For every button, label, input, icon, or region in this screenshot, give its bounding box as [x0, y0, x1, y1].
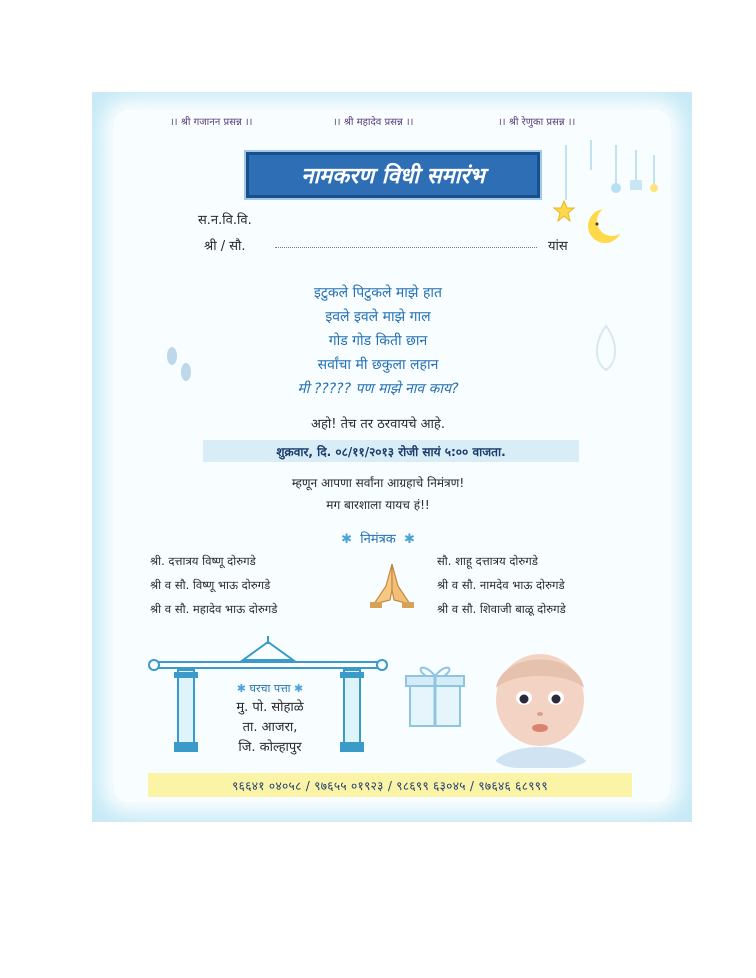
- poem-line: इटुकले पिटुकले माझे हात: [313, 285, 443, 301]
- address-line: जि. कोल्हापुर: [238, 740, 302, 755]
- greeting-text: स.न.वि.वि.: [198, 213, 252, 228]
- phone-band: [148, 773, 632, 797]
- baby-photo: [478, 644, 604, 768]
- poem-line: मी ????? पण माझे नाव काय?: [297, 381, 459, 397]
- invite-line-1: म्हणून आपणा सर्वांना आग्रहाचे निमंत्रण!: [291, 476, 465, 490]
- poem-line: सर्वांचा मी छकुला लहान: [317, 357, 439, 373]
- poem-block: [0, 281, 756, 401]
- nimantrak-label: निमंत्रक: [360, 532, 396, 547]
- address-title: ✱ घरचा पत्ता ✱: [236, 682, 304, 695]
- hosts-left-list: [150, 549, 342, 621]
- invite-line-2: मग बारशाला यायच हं!!: [326, 498, 430, 512]
- host-name: श्री व सौ. शिवाजी बाळू दोरुगडे: [437, 602, 566, 616]
- poem-line: इवले इवले माझे गाल: [325, 309, 431, 325]
- address-block: [208, 698, 332, 758]
- aho-text: अहो! तेच तर ठरवायचे आहे.: [311, 417, 445, 432]
- blessing-renuka: ।। श्री रेणुका प्रसन्न ।।: [498, 117, 576, 128]
- nimantrak-heading: ✱ निमंत्रक ✱: [341, 532, 415, 547]
- host-name: सौ. शाहू दत्तात्रय दोरुगडे: [437, 554, 538, 568]
- title-banner: [246, 152, 540, 198]
- date-band: [203, 440, 579, 462]
- name-blank-line: [275, 246, 537, 248]
- yans-text: यांस: [548, 239, 568, 254]
- gift-box-icon: [404, 660, 466, 730]
- address-line: मु. पो. सोहाळे: [236, 700, 304, 715]
- page-title: नामकरण विधी समारंभ: [301, 164, 485, 189]
- host-name: श्री व सौ. नामदेव भाऊ दोरुगडे: [437, 578, 565, 592]
- salutation-text: श्री / सौ.: [204, 239, 246, 254]
- poem-line: गोड गोड किती छान: [328, 333, 428, 349]
- hosts-right-list: [437, 549, 627, 621]
- star-icon: [553, 200, 575, 222]
- crescent-moon-icon: [585, 206, 625, 246]
- address-line: ता. आजरा,: [242, 720, 298, 735]
- namaste-hands-icon: [366, 560, 418, 612]
- phone-numbers: ९६६४१ ०४०५८ / ९७६५५ ०१९२३ / ९८६९९ ६३०४५ / ९७६४६ ६८९९९: [232, 778, 548, 793]
- host-name: श्री व सौ. विष्णू भाऊ दोरुगडे: [150, 578, 271, 592]
- host-name: श्री. दत्तात्रय विष्णू दोरुगडे: [150, 554, 256, 568]
- blessing-gajanan: ।। श्री गजानन प्रसन्न ।।: [170, 117, 253, 128]
- address-title-label: घरचा पत्ता: [249, 682, 291, 695]
- event-date: शुक्रवार, दि. ०८/११/२०१३ रोजी सायं ५:०० वाजता.: [276, 444, 506, 459]
- blessing-mahadev: ।। श्री महादेव प्रसन्न ।।: [333, 117, 414, 128]
- host-name: श्री व सौ. महादेव भाऊ दोरुगडे: [150, 602, 278, 616]
